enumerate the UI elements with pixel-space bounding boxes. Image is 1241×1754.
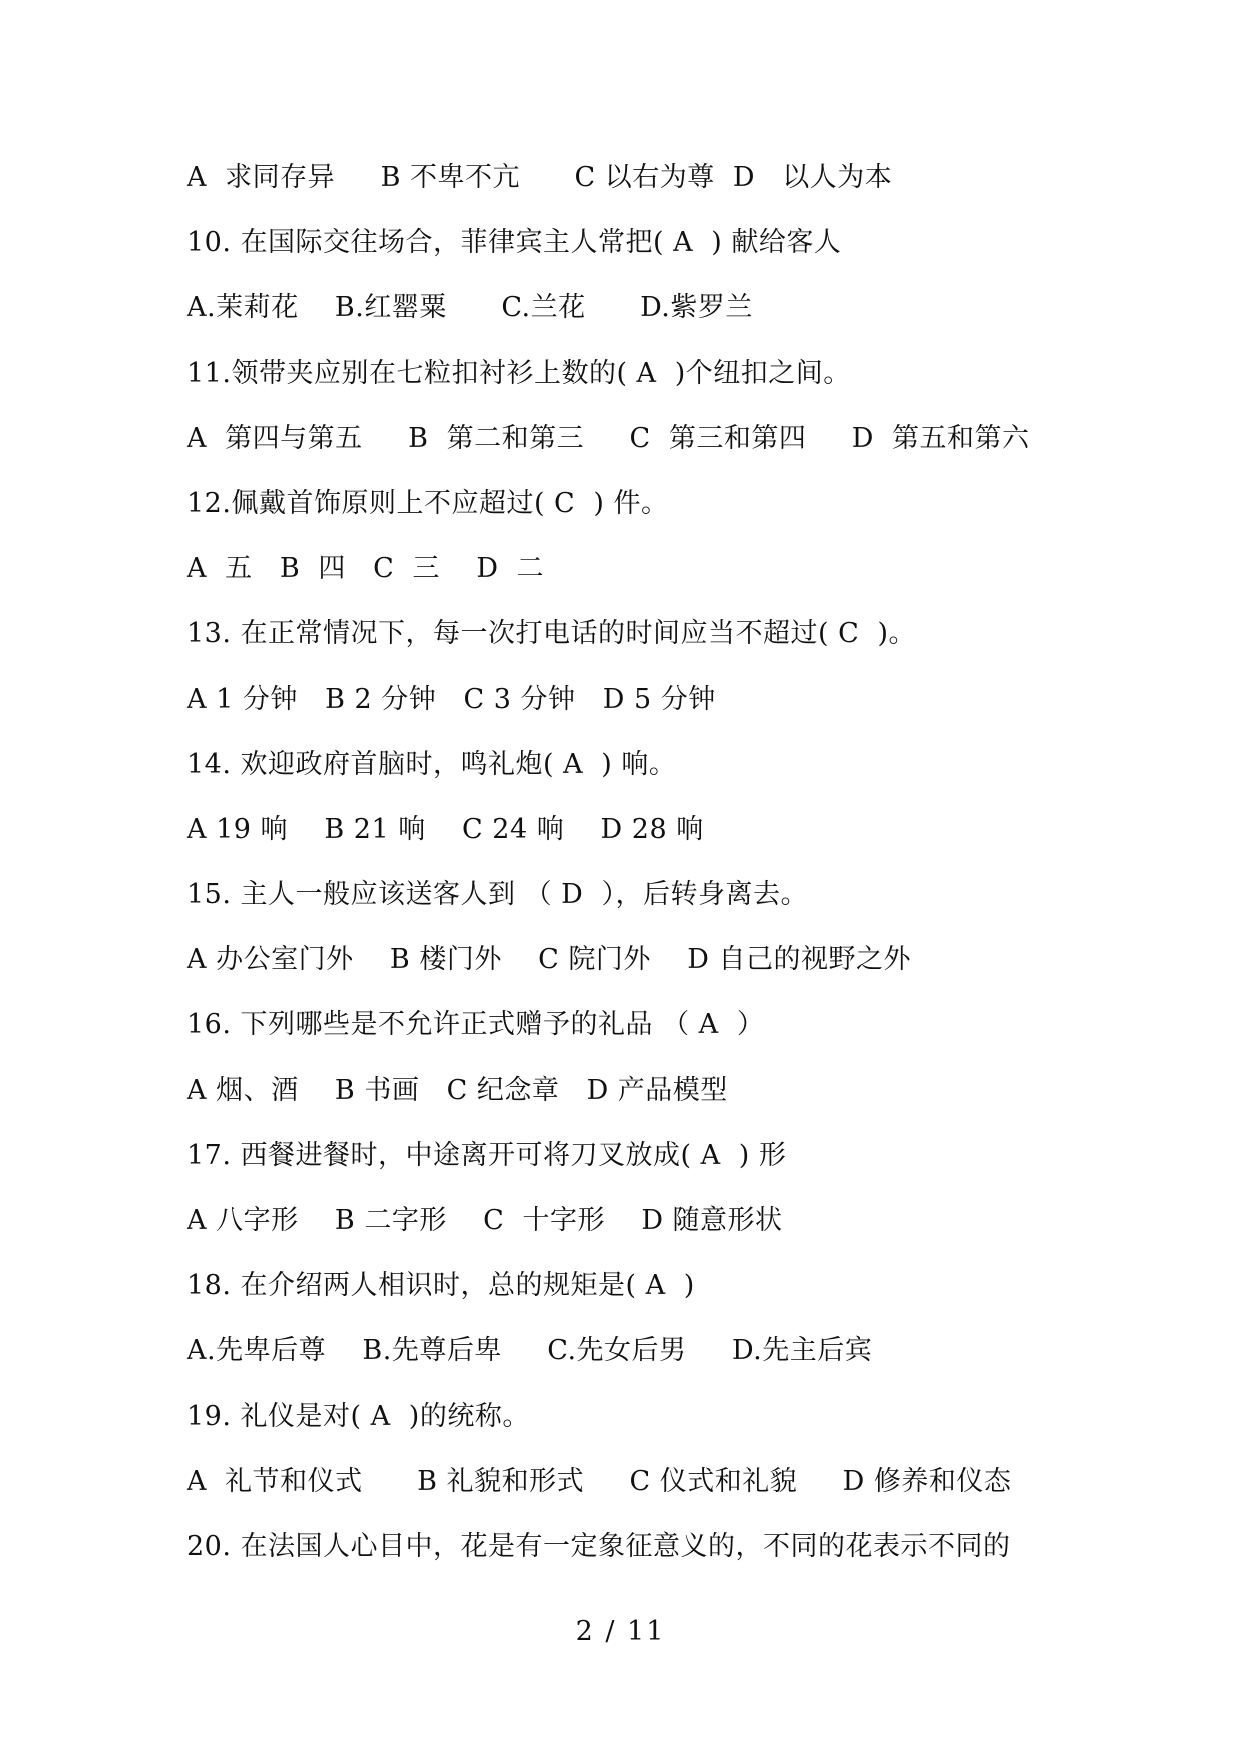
page-number: 2 / 11 (575, 1616, 666, 1647)
question-20: 20. 在法国人心目中，花是有一定象征意义的，不同的花表示不同的 (187, 1530, 1011, 1562)
question-16: 16. 下列哪些是不允许正式赠予的礼品 （ A ） (187, 1009, 765, 1041)
question-19: 19. 礼仪是对( A )的统称。 (187, 1400, 530, 1432)
option-line-q14: A 19 响 B 21 响 C 24 响 D 28 响 (187, 813, 704, 845)
option-line-q13: A 1 分钟 B 2 分钟 C 3 分钟 D 5 分钟 (187, 683, 716, 715)
question-12: 12.佩戴首饰原则上不应超过( C ) 件。 (187, 487, 669, 519)
option-line-q19: A 礼节和仪式 B 礼貌和形式 C 仪式和礼貌 D 修养和仪态 (187, 1465, 1012, 1497)
option-line-q11: A 第四与第五 B 第二和第三 C 第三和第四 D 第五和第六 (187, 422, 1030, 454)
option-line-q9: A 求同存异 B 不卑不亢 C 以右为尊 D 以人为本 (187, 162, 893, 193)
question-11: 11.领带夹应别在七粒扣衬衫上数的( A )个纽扣之间。 (187, 357, 851, 389)
question-14: 14. 欢迎政府首脑时，鸣礼炮( A ) 响。 (187, 748, 677, 780)
question-18: 18. 在介绍两人相识时，总的规矩是( A ) (187, 1270, 695, 1302)
option-line-q12: A 五 B 四 C 三 D 二 (187, 553, 545, 585)
option-line-q18: A.先卑后尊 B.先尊后卑 C.先女后男 D.先主后宾 (187, 1335, 873, 1367)
option-line-q15: A 办公室门外 B 楼门外 C 院门外 D 自己的视野之外 (187, 944, 911, 976)
question-17: 17. 西餐进餐时，中途离开可将刀叉放成( A ) 形 (187, 1139, 787, 1171)
option-line-q10: A.茉莉花 B.红罂粟 C.兰花 D.紫罗兰 (187, 292, 753, 324)
question-13: 13. 在正常情况下，每一次打电话的时间应当不超过( C )。 (187, 618, 916, 650)
question-10: 10. 在国际交往场合，菲律宾主人常把( A ) 献给客人 (187, 227, 842, 259)
question-list (187, 160, 1067, 1594)
option-line-q17: A 八字形 B 二字形 C 十字形 D 随意形状 (187, 1205, 783, 1236)
question-15: 15. 主人一般应该送客人到 （ D ），后转身离去。 (187, 879, 808, 911)
option-line-q16: A 烟、酒 B 书画 C 纪念章 D 产品模型 (187, 1074, 728, 1106)
